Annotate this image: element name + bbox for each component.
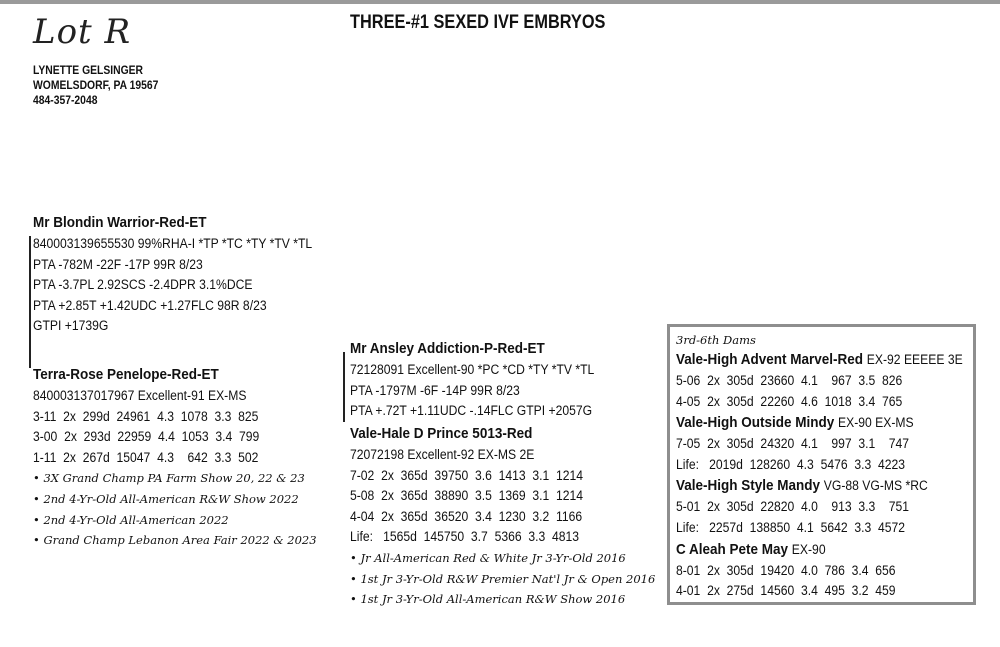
sixth-dam-name bbox=[676, 539, 963, 561]
fourth-dam-name-text: Vale-High Outside Mindy bbox=[676, 414, 835, 432]
fifth-dam-name bbox=[676, 475, 963, 497]
granddam-record-line: 7-02 2x 365d 39750 3.6 1413 3.1 1214 bbox=[350, 467, 584, 483]
dam-record-line: 3-00 2x 293d 22959 4.4 1053 3.4 799 bbox=[33, 429, 260, 445]
sire-bracket-line bbox=[29, 236, 31, 368]
dam-info-line: 840003137017967 Excellent-91 EX-MS bbox=[33, 388, 247, 403]
dam-award: • 2nd 4-Yr-Old All-American R&W Show 2022 bbox=[33, 489, 317, 510]
third-dam-name bbox=[676, 349, 963, 371]
fifth-dam-score: VG-88 VG-MS *RC bbox=[823, 478, 928, 494]
fifth-dam-name-text: Vale-High Style Mandy bbox=[676, 477, 821, 495]
mgs-block bbox=[350, 338, 621, 422]
mgs-bracket-line bbox=[343, 352, 345, 422]
consignor-contact bbox=[33, 64, 158, 109]
box-label: 3rd-6th Dams bbox=[676, 333, 756, 347]
sixth-dam-name-text: C Aleah Pete May bbox=[676, 540, 789, 558]
mgs-name: Mr Ansley Addiction-P-Red-ET bbox=[350, 340, 545, 357]
dam-name: Terra-Rose Penelope-Red-ET bbox=[33, 366, 219, 383]
sire-name: Mr Blondin Warrior-Red-ET bbox=[33, 214, 207, 231]
consignor-location: WOMELSDORF, PA 19567 bbox=[33, 80, 159, 92]
sire-info-line: 840003139655530 99%RHA-I *TP *TC *TY *TV *TL bbox=[33, 236, 313, 251]
fourth-dam-record-line: 7-05 2x 305d 24320 4.1 997 3.1 747 bbox=[676, 436, 910, 452]
fifth-dam-record-line: 5-01 2x 305d 22820 4.0 913 3.3 751 bbox=[676, 499, 910, 515]
fifth-dam-lifetime-line: Life: 2257d 138850 4.1 5642 3.3 4572 bbox=[676, 519, 906, 535]
lot-label: Lot R bbox=[33, 12, 132, 52]
sire-info-line: PTA -782M -22F -17P 99R 8/23 bbox=[33, 256, 203, 272]
sire-info-line: PTA +2.85T +1.42UDC +1.27FLC 98R 8/23 bbox=[33, 297, 267, 313]
granddam-lifetime-line: Life: 1565d 145750 3.7 5366 3.3 4813 bbox=[350, 529, 580, 545]
third-dam-name-text: Vale-High Advent Marvel-Red bbox=[676, 351, 864, 368]
top-rule bbox=[0, 0, 1000, 4]
consignor-phone: 484-357-2048 bbox=[33, 95, 98, 107]
dam-award: • Grand Champ Lebanon Area Fair 2022 & 2023 bbox=[33, 530, 317, 551]
mgs-info-line: 72128091 Excellent-90 *PC *CD *TY *TV *TL bbox=[350, 362, 595, 377]
fourth-dam-lifetime-line: Life: 2019d 128260 4.3 5476 3.3 4223 bbox=[676, 456, 906, 472]
granddam-record-line: 4-04 2x 365d 36520 3.4 1230 3.2 1166 bbox=[350, 508, 583, 524]
sixth-dam-record-line: 8-01 2x 305d 19420 4.0 786 3.4 656 bbox=[676, 562, 896, 578]
dam-award: • 2nd 4-Yr-Old All-American 2022 bbox=[33, 510, 317, 531]
mgs-info-line: PTA -1797M -6F -14P 99R 8/23 bbox=[350, 382, 520, 398]
granddam-record-line: 5-08 2x 365d 38890 3.5 1369 3.1 1214 bbox=[350, 488, 584, 504]
third-dam-record-line: 5-06 2x 305d 23660 4.1 967 3.5 826 bbox=[676, 373, 903, 388]
fourth-dam-score: EX-90 EX-MS bbox=[838, 415, 914, 431]
third-dam-score: EX-92 EEEEE 3E bbox=[866, 352, 963, 367]
sixth-dam-score: EX-90 bbox=[791, 541, 826, 557]
page-title: THREE-#1 SEXED IVF EMBRYOS bbox=[350, 12, 606, 33]
consignor-name: LYNETTE GELSINGER bbox=[33, 65, 144, 77]
granddam-block bbox=[350, 423, 655, 610]
sire-block bbox=[33, 212, 343, 337]
granddam-award: • 1st Jr 3-Yr-Old R&W Premier Nat'l Jr & Open 2016 bbox=[350, 569, 655, 590]
dam-record-line: 3-11 2x 299d 24961 4.3 1078 3.3 825 bbox=[33, 408, 259, 424]
mgs-info-line: PTA +.72T +1.11UDC -.14FLC GTPI +2057G bbox=[350, 403, 593, 419]
fourth-dam-name bbox=[676, 412, 963, 434]
dam-award: • 3X Grand Champ PA Farm Show 20, 22 & 23 bbox=[33, 468, 317, 489]
third-dam-record-line: 4-05 2x 305d 22260 4.6 1018 3.4 765 bbox=[676, 393, 903, 409]
dam-record-line: 1-11 2x 267d 15047 4.3 642 3.3 502 bbox=[33, 449, 259, 465]
granddam-name: Vale-Hale D Prince 5013-Red bbox=[350, 425, 533, 442]
granddam-award: • 1st Jr 3-Yr-Old All-American R&W Show 2016 bbox=[350, 589, 655, 610]
sire-info-line: GTPI +1739G bbox=[33, 318, 109, 334]
sire-info-line: PTA -3.7PL 2.92SCS -2.4DPR 3.1%DCE bbox=[33, 277, 253, 293]
dam-block bbox=[33, 364, 317, 551]
deep-pedigree-content bbox=[676, 332, 995, 602]
granddam-award: • Jr All-American Red & White Jr 3-Yr-Old 2016 bbox=[350, 548, 655, 569]
sixth-dam-record-line: 4-01 2x 275d 14560 3.4 495 3.2 459 bbox=[676, 583, 896, 599]
granddam-info-line: 72072198 Excellent-92 EX-MS 2E bbox=[350, 447, 535, 462]
